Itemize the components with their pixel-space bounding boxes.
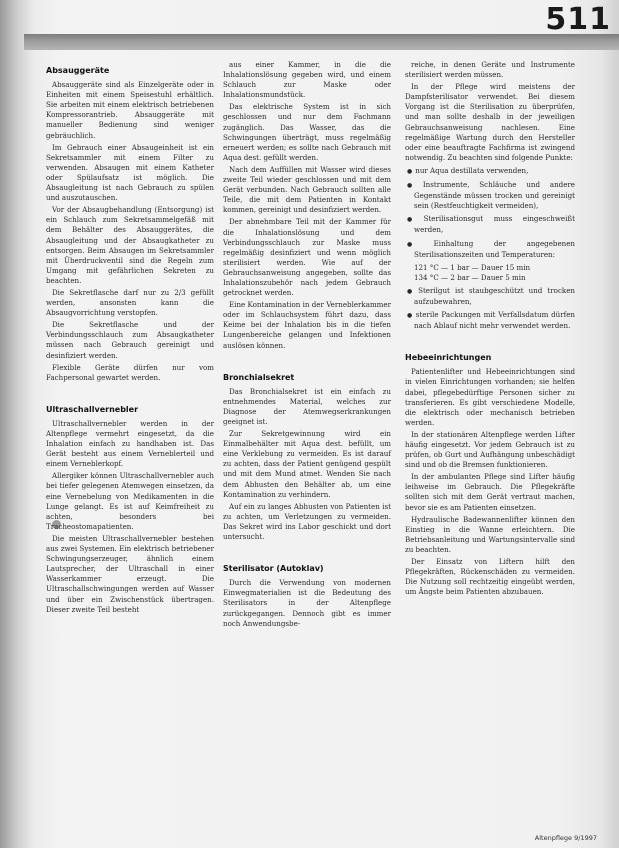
paragraph: Der abnehmbare Teil mit der Kammer für die Inhalationslösung und dem Verbindungsschlauch zur Maske muss regelmäßig desinfiziert und wenn möglich sterilisiert werden. Wie auf der Gebrauchsanweisung angegeben, sollte das Inhalationszubehör nach jedem Gebrauch getrocknet werden.: [223, 217, 391, 298]
bullet-item: ● Einhaltung der angegebenen Sterilisationszeiten und Temperaturen:: [405, 239, 575, 260]
paragraph: reiche, in denen Geräte und Instrumente sterilisiert werden müssen.: [405, 60, 575, 80]
bullet-item: ● nur Aqua destillata verwenden,: [405, 166, 575, 177]
header-band: [24, 34, 619, 50]
paragraph: Flexible Geräte dürfen nur vom Fachpersonal gewartet werden.: [46, 362, 214, 382]
section-heading-absauggeraete: Absauggeräte: [46, 66, 110, 75]
page-number: 511: [545, 2, 611, 37]
bullet-item: ● Sterilisationsgut muss eingeschweißt werden,: [405, 214, 575, 235]
temperature-line: 134 °C — 2 bar — Dauer 5 min: [414, 272, 526, 282]
column-right: [405, 60, 575, 599]
temperature-line: 121 °C — 1 bar — Dauer 15 min: [414, 262, 531, 272]
column-middle: [223, 60, 391, 631]
paragraph: Die Sekretflasche darf nur zu 2/3 gefüllt werden, ansonsten kann die Absaugvorrichtung verstopfen.: [46, 287, 214, 318]
bullet-item: ● Instrumente, Schläuche und andere Gegenstände müssen trocken und gereinigt sein (Restfeuchtigkeit vermeiden),: [405, 180, 575, 211]
paragraph: Vor der Absaugbehandlung (Entsorgung) ist ein Schlauch zum Sekretsammelgefäß mit dem Behälter des Absauggerätes, die Absaugleitung und der Absaugkatheter zu entsorgen. Beim Absaugen im Sekretsammler mit Überdruckventil sind die Regeln zum Umgang mit gefährlichen Sekreten zu beachten.: [46, 205, 214, 285]
paragraph: Das Bronchialsekret ist ein einfach zu entnehmendes Material, welches zur Diagnose der Atemwegserkrankungen geeignet ist.: [223, 386, 391, 426]
section-heading-ultraschallvernebler: Ultraschallvernebler: [46, 404, 139, 414]
paragraph: In der ambulanten Pflege sind Lifter häufig leihweise im Gebrauch. Die Pflegekräfte sollten sich mit dem Gerät vertraut machen, bevor sie es am Patienten einsetzen.: [405, 472, 575, 512]
paragraph: Der Einsatz von Liftern hilft den Pflegekräften, Rückenschäden zu vermeiden. Die Nutzung soll rechtzeitig eingeübt werden, um Ängste beim Patienten abzubauen.: [405, 557, 575, 597]
paragraph: Absauggeräte sind als Einzelgeräte oder in Einheiten mit einem Speisestuhl erhältlich. Sie arbeiten mit einem elektrisch betriebenen Kompressorantrieb. Absauggeräte mit manueller Bedienung sind weniger gebräuchlich.: [46, 80, 214, 140]
paragraph: Im Gebrauch einer Absaugeinheit ist ein Sekretsammler mit einem Filter zu verwenden. Absaugen mit einem Katheter oder Spülaufsatz ist möglich. Die Absaugleitung ist nach Gebrauch zu spülen und auszutauschen.: [46, 142, 214, 203]
section-heading-hebeeinrichtungen: Hebeeinrichtungen: [405, 353, 492, 363]
paragraph: Auf ein zu langes Abhusten von Patienten ist zu achten, um Verletzungen zu vermeiden. Das Sekret wird ins Labor geschickt und dort untersucht.: [223, 501, 391, 542]
paragraph: In der stationären Altenpflege werden Lifter häufig eingesetzt. Vor jedem Gebrauch ist zu prüfen, ob Gurt und Aufhängung unbeschädigt sind und ob die Bremsen funktionieren.: [405, 429, 575, 470]
paragraph: Das elektrische System ist in sich geschlossen und nur dem Fachmann zugänglich. Das Wasser, das die Schwingungen überträgt, muss regelmäßig erneuert werden; es sollte nach Gebrauch mit Aqua dest. gefüllt werden.: [223, 102, 391, 162]
paragraph: Durch die Verwendung von modernen Einwegmaterialien ist die Bedeutung des Sterilisators in der Altenpflege zurückgegangen. Dennoch gibt es immer noch Anwendungsbe-: [223, 578, 391, 628]
paragraph: aus einer Kammer, in die die Inhalationslösung gegeben wird, und einem Schlauch zur Maske oder Inhalationsmundstück.: [223, 60, 391, 100]
paragraph: Die Sekretflasche und der Verbindungsschlauch zum Absaugkatheter müssen nach Gebrauch gereinigt und desinfiziert werden.: [46, 320, 214, 360]
footer-source: Altenpflege 9/1997: [534, 834, 597, 842]
bullet-item: ● Sterilgut ist staubgeschützt und trocken aufzubewahren,: [405, 286, 575, 307]
bullet-item: ● sterile Packungen mit Verfallsdatum dürfen nach Ablauf nicht mehr verwendet werden.: [405, 310, 575, 331]
paragraph: Patientenlifter und Hebeeinrichtungen sind in vielen Einrichtungen vorhanden; sie helfen dabei, pflegebedürftige Personen sicher zu transferieren. Es gibt verschiedene Modelle, die elektrisch oder mechanisch betrieben werden.: [405, 367, 575, 427]
paragraph: Eine Kontamination in der Verneblerkammer oder im Schlauchsystem führt dazu, dass Keime bei der Inhalation bis in die tiefen Lungenbereiche gelangen und Infektionen auslösen können.: [223, 300, 391, 350]
section-heading-bronchialsekret: Bronchialsekret: [223, 372, 295, 382]
paragraph: Allergiker können Ultraschallvernebler auch bei tiefer gelegenen Atemwegen einsetzen, da eine Vernebelung von Medikamenten in die Lunge gelangt. Es ist auf Keimfreiheit zu achten, besonders bei Tracheostomapatienten.: [46, 471, 214, 531]
paragraph: Die meisten Ultraschallvernebler bestehen aus zwei Systemen. Ein elektrisch betriebener Schwingungserzeuger, ähnlich einem Lautsprecher, der Ultraschall in einer Wasserkammer erzeugt. Die Ultraschallschwingungen werden auf Wasser und über ein Zwischenstück übertragen. Dieser zweite Teil besteht: [46, 533, 214, 614]
paragraph: Nach dem Auffüllen mit Wasser wird dieses zweite Teil wieder geschlossen und mit dem Gerät verbunden. Nach Gebrauch sollten alle Teile, die mit dem Patienten in Kontakt kommen, gereinigt und desinfiziert werden.: [223, 164, 391, 215]
section-heading-sterilisator: Sterilisator (Autoklav): [223, 564, 324, 574]
paragraph: In der Pflege wird meistens der Dampfsterilisator verwendet. Bei diesem Vorgang ist die Sterilisation zu überprüfen, und man sollte deshalb in der jeweiligen Gebrauchsanweisung nachlesen. Eine regelmäßige Wartung durch den Hersteller oder eine beauftragte Fachfirma ist zwingend notwendig. Zu beachten sind folgende Punkte:: [405, 82, 575, 162]
paragraph: Ultraschallvernebler werden in der Altenpflege vermehrt eingesetzt, da die Inhalation einfach zu handhaben ist. Das Gerät besteht aus einem Verneblerteil und einem Verneblerkopf.: [46, 418, 214, 469]
paragraph: Hydraulische Badewannenlifter können den Einstieg in die Wanne erleichtern. Die Betriebsanleitung und Wartungsintervalle sind zu beachten.: [405, 514, 575, 554]
paragraph: Zur Sekretgewinnung wird ein Einmalbehälter mit Aqua dest. befüllt, um eine Verklebung zu vermeiden. Es ist darauf zu achten, dass der Patient genügend gespült und mit dem Mund atmet. Wenden Sie nach dem Abhusten den Behälter ab, um eine Kontamination zu verhindern.: [223, 429, 391, 499]
column-left: [46, 60, 214, 617]
